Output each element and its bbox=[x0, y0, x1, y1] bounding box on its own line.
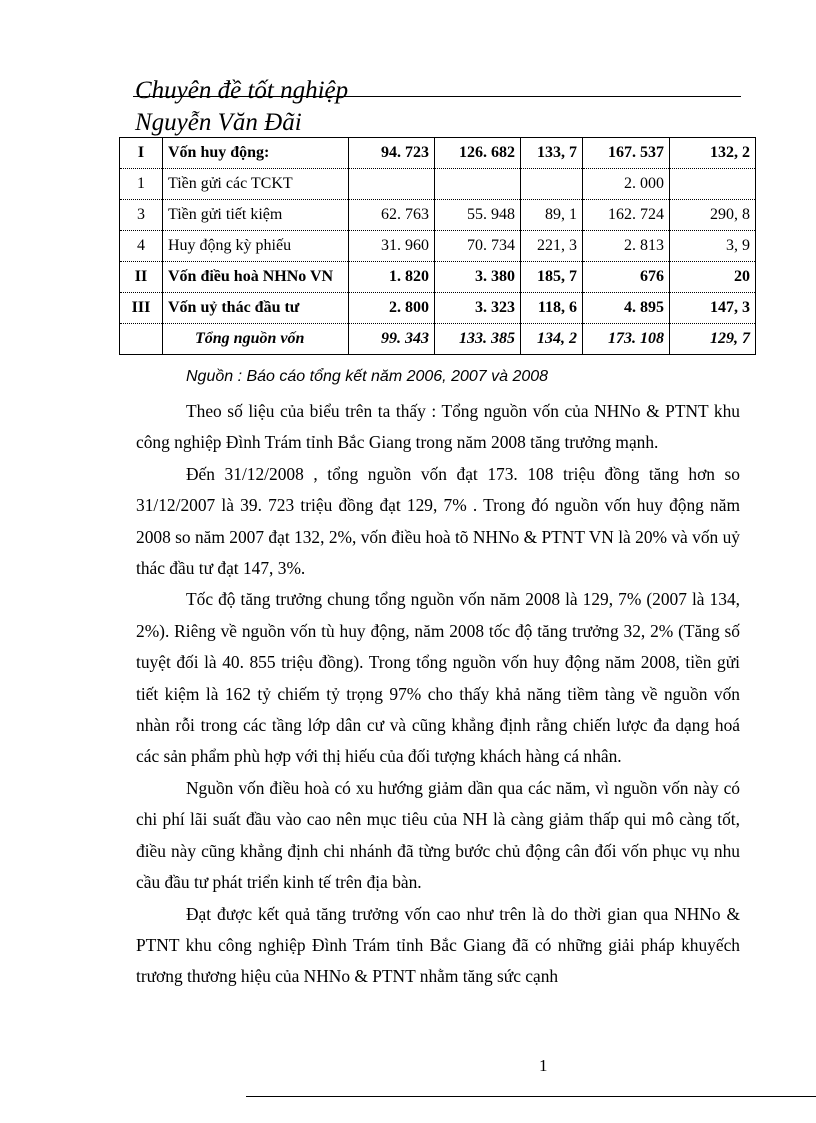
ratio-2007: 89, 1 bbox=[521, 200, 583, 231]
value-2007 bbox=[435, 169, 521, 200]
row-index: III bbox=[120, 293, 163, 324]
body-text bbox=[136, 396, 740, 993]
value-2006: 1. 820 bbox=[349, 262, 435, 293]
table-source-note: Nguồn : Báo cáo tổng kết năm 2006, 2007 và 2008 bbox=[186, 368, 549, 385]
row-label: Huy động kỳ phiếu bbox=[163, 231, 349, 262]
paragraph: Nguồn vốn điều hoà có xu hướng giảm dần qua các năm, vì nguồn vốn này có chi phí lãi suất đầu vào cao nên mục tiêu của NH là càng giảm thấp qui mô càng tốt, điều này cũng khẳng định chi nhánh đã từng bước chủ động cân đối vốn phục vụ nhu cầu đầu tư phát triển kinh tế trên địa bàn. bbox=[136, 777, 740, 893]
value-2006: 2. 800 bbox=[349, 293, 435, 324]
table-row bbox=[120, 262, 756, 293]
value-2008: 2. 000 bbox=[583, 169, 670, 200]
value-2007: 126. 682 bbox=[435, 138, 521, 169]
ratio-2008: 129, 7 bbox=[670, 324, 756, 355]
value-2007: 133. 385 bbox=[435, 324, 521, 355]
table-row bbox=[120, 138, 756, 169]
ratio-2007: 221, 3 bbox=[521, 231, 583, 262]
table-row bbox=[120, 231, 756, 262]
ratio-2008: 290, 8 bbox=[670, 200, 756, 231]
footer-divider bbox=[246, 1096, 816, 1097]
value-2006: 31. 960 bbox=[349, 231, 435, 262]
row-label: Vốn uỷ thác đầu tư bbox=[163, 293, 349, 324]
page-number: 1 bbox=[539, 1056, 548, 1075]
row-index: II bbox=[120, 262, 163, 293]
table-row bbox=[120, 169, 756, 200]
value-2006: 62. 763 bbox=[349, 200, 435, 231]
ratio-2007: 118, 6 bbox=[521, 293, 583, 324]
ratio-2007 bbox=[521, 169, 583, 200]
table-row bbox=[120, 200, 756, 231]
capital-table bbox=[119, 137, 756, 355]
document-header-author: Nguyễn Văn Đãi bbox=[135, 109, 302, 136]
value-2008: 167. 537 bbox=[583, 138, 670, 169]
row-label: Tiền gửi các TCKT bbox=[163, 169, 349, 200]
ratio-2008: 147, 3 bbox=[670, 293, 756, 324]
value-2008: 676 bbox=[583, 262, 670, 293]
value-2007: 3. 323 bbox=[435, 293, 521, 324]
header-divider bbox=[133, 96, 741, 97]
document-header-title: Chuyên đề tốt nghiệp bbox=[135, 77, 349, 104]
ratio-2007: 133, 7 bbox=[521, 138, 583, 169]
row-index: 1 bbox=[120, 169, 163, 200]
ratio-2008: 20 bbox=[670, 262, 756, 293]
paragraph: Tốc độ tăng trưởng chung tổng nguồn vốn năm 2008 là 129, 7% (2007 là 134, 2%). Riêng về nguồn vốn tù huy động, năm 2008 tốc độ tăng trưởng 32, 2% (Tăng số tuyệt đối là 40. 855 triệu đồng). Trong tổng nguồn vốn huy động năm 2008, tiền gửi tiết kiệm là 162 tỷ chiếm tỷ trọng 97% cho thấy khả năng tiềm tàng về nguồn vốn nhàn rỗi trong các tầng lớp dân cư và cũng khẳng định rằng chiến lược đa dạng hoá các sản phẩm phù hợp với thị hiếu của đối tượng khách hàng cá nhân. bbox=[136, 589, 740, 767]
value-2007: 3. 380 bbox=[435, 262, 521, 293]
value-2007: 70. 734 bbox=[435, 231, 521, 262]
row-index: I bbox=[120, 138, 163, 169]
paragraph: Đến 31/12/2008 , tổng nguồn vốn đạt 173. 108 triệu đồng tăng hơn so 31/12/2007 là 39. 723 triệu đồng đạt 129, 7% . Trong đó nguồn vốn huy động năm 2008 so năm 2007 đạt 132, 2%, vốn điều hoà tõ NHNo & PTNT VN là 20% và vốn uỷ thác đầu tư đạt 147, 3%. bbox=[136, 463, 740, 579]
value-2006 bbox=[349, 169, 435, 200]
ratio-2008: 132, 2 bbox=[670, 138, 756, 169]
ratio-2007: 134, 2 bbox=[521, 324, 583, 355]
table-total-row bbox=[120, 324, 756, 355]
row-index: 4 bbox=[120, 231, 163, 262]
row-label: Vốn huy động: bbox=[163, 138, 349, 169]
value-2008: 4. 895 bbox=[583, 293, 670, 324]
value-2006: 99. 343 bbox=[349, 324, 435, 355]
row-index bbox=[120, 324, 163, 355]
ratio-2008: 3, 9 bbox=[670, 231, 756, 262]
paragraph: Theo số liệu của biểu trên ta thấy : Tổng nguồn vốn của NHNo & PTNT khu công nghiệp Đình Trám tỉnh Bắc Giang trong năm 2008 tăng trưởng mạnh. bbox=[136, 401, 740, 453]
value-2008: 2. 813 bbox=[583, 231, 670, 262]
value-2007: 55. 948 bbox=[435, 200, 521, 231]
value-2006: 94. 723 bbox=[349, 138, 435, 169]
row-label: Tổng nguồn vốn bbox=[163, 324, 349, 355]
value-2008: 162. 724 bbox=[583, 200, 670, 231]
value-2008: 173. 108 bbox=[583, 324, 670, 355]
row-label: Tiền gửi tiết kiệm bbox=[163, 200, 349, 231]
table-row bbox=[120, 293, 756, 324]
paragraph: Đạt được kết quả tăng trưởng vốn cao như trên là do thời gian qua NHNo & PTNT khu công nghiệp Đình Trám tỉnh Bắc Giang đã có những giải pháp khuyếch trương thương hiệu của NHNo & PTNT nhằm tăng sức cạnh bbox=[136, 903, 740, 987]
row-label: Vốn điều hoà NHNo VN bbox=[163, 262, 349, 293]
ratio-2007: 185, 7 bbox=[521, 262, 583, 293]
row-index: 3 bbox=[120, 200, 163, 231]
ratio-2008 bbox=[670, 169, 756, 200]
